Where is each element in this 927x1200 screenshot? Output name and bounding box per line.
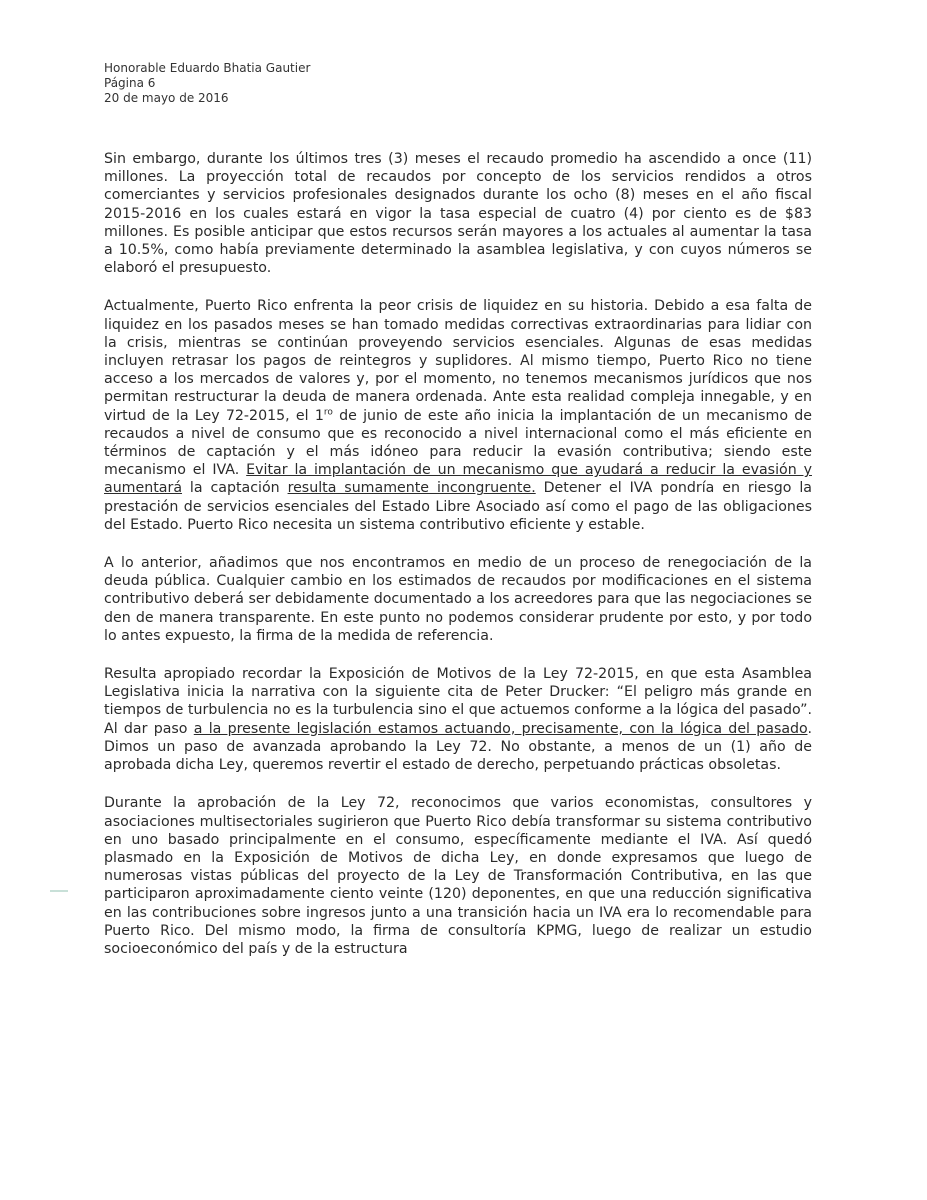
letter-header [104, 61, 504, 106]
letter-date: 20 de mayo de 2016 [104, 91, 229, 105]
underlined-phrase-3: a la presente legislación estamos actuando, precisamente, con la lógica del pasado [193, 720, 808, 737]
paragraph-4-text-a: Resulta apropiado recordar la Exposición de Motivos de la Ley 72-2015, en que esta Asamblea Legislativa inicia la narrativa con la siguiente cita de Peter Drucker: “El peligro más grande en tiempos de turbulencia no es la turbulencia sino el que actuemos conforme a la lógica del pasado”. Al dar paso [104, 666, 812, 737]
recipient-name: Honorable Eduardo Bhatia Gautier [104, 61, 311, 75]
paragraph-4-text-b: . Dimos un paso de avanzada aprobando la Ley 72. No obstante, a menos de un (1) año de aprobada dicha Ley, queremos revertir el estado de derecho, perpetuando prácticas obsoletas. [104, 720, 812, 774]
letter-body [104, 150, 812, 978]
paragraph-5: Durante la aprobación de la Ley 72, reconocimos que varios economistas, consultores y asociaciones multisectoriales sugirieron que Puerto Rico debía transformar su sistema contributivo en uno basado principalmente en el consumo, específicamente mediante el IVA. Así quedó plasmado en la Exposición de Motivos de dicha Ley, en donde expresamos que luego de numerosas vistas públicas del proyecto de la Ley de Transformación Contributiva, en las que participaron aproximadamente ciento veinte (120) deponentes, en que una reducción significativa en las contribuciones sobre ingresos junto a una transición hacia un IVA era lo recomendable para Puerto Rico. Del mismo modo, la firma de consultoría KPMG, luego de realizar un estudio socioeconómico del país y de la estructura [104, 795, 812, 957]
ordinal-superscript: ro [323, 406, 333, 417]
paragraph-2 [104, 297, 812, 534]
paragraph-3: A lo anterior, añadimos que nos encontramos en medio de un proceso de renegociación de la deuda pública. Cualquier cambio en los estimados de recaudos por modificaciones en el sistema contributivo deberá ser debidamente documentado a los acreedores para que las negociaciones se den de manera transparente. En este punto no podemos considerar prudente por esto, y por todo lo antes expuesto, la firma de la medida de referencia. [104, 555, 812, 644]
paragraph-2-text-b: de junio de este año inicia la implantación de un mecanismo de recaudos a nivel de consumo que es reconocido a nivel internacional como el más eficiente en términos de captación y el más idóneo para reducir la evasión contributiva; siendo este mecanismo el IVA. [104, 407, 812, 479]
paragraph-1: Sin embargo, durante los últimos tres (3) meses el recaudo promedio ha ascendido a once (11) millones. La proyección total de recaudos por concepto de los servicios rendidos a otros comerciantes y servicios profesionales designados durante los ocho (8) meses en el año fiscal 2015-2016 en los cuales estará en vigor la tasa especial de cuatro (4) por ciento es de $83 millones. Es posible anticipar que estos recursos serán mayores a los actuales al aumentar la tasa a 10.5%, como había previamente determinado la asamblea legislativa, y con cuyos números se elaboró el presupuesto. [104, 151, 812, 277]
paragraph-2-text-d: Detener el IVA pondría en riesgo la prestación de servicios esenciales del Estado Libre Asociado así como el pago de las obligaciones del Estado. Puerto Rico necesita un sistema contributivo eficiente y estable. [104, 480, 813, 533]
paragraph-4 [104, 665, 812, 774]
underlined-phrase-2: resulta sumamente incongruente. [287, 480, 536, 497]
paragraph-2-text-c: la captación [182, 480, 288, 497]
scan-mark [50, 890, 68, 892]
underlined-phrase-1: Evitar la implantación de un mecanismo que ayudará a reducir la evasión y aumentará [104, 462, 812, 497]
paragraph-2-text-a: Actualmente, Puerto Rico enfrenta la peor crisis de liquidez en su historia. Debido a esa falta de liquidez en los pasados meses se han tomado medidas correctivas extraordinarias para lidiar con la crisis, mientras se continúan proveyendo servicios esenciales. Algunas de esas medidas incluyen retrasar los pagos de reintegros y suplidores. Al mismo tiempo, Puerto Rico no tiene acceso a los mercados de valores y, por el momento, no tenemos mecanismos jurídicos que nos permitan restructurar la deuda de manera ordenada. Ante esta realidad compleja innegable, y en virtud de la Ley 72-2015, el 1 [104, 298, 812, 424]
page-number: Página 6 [104, 76, 156, 90]
